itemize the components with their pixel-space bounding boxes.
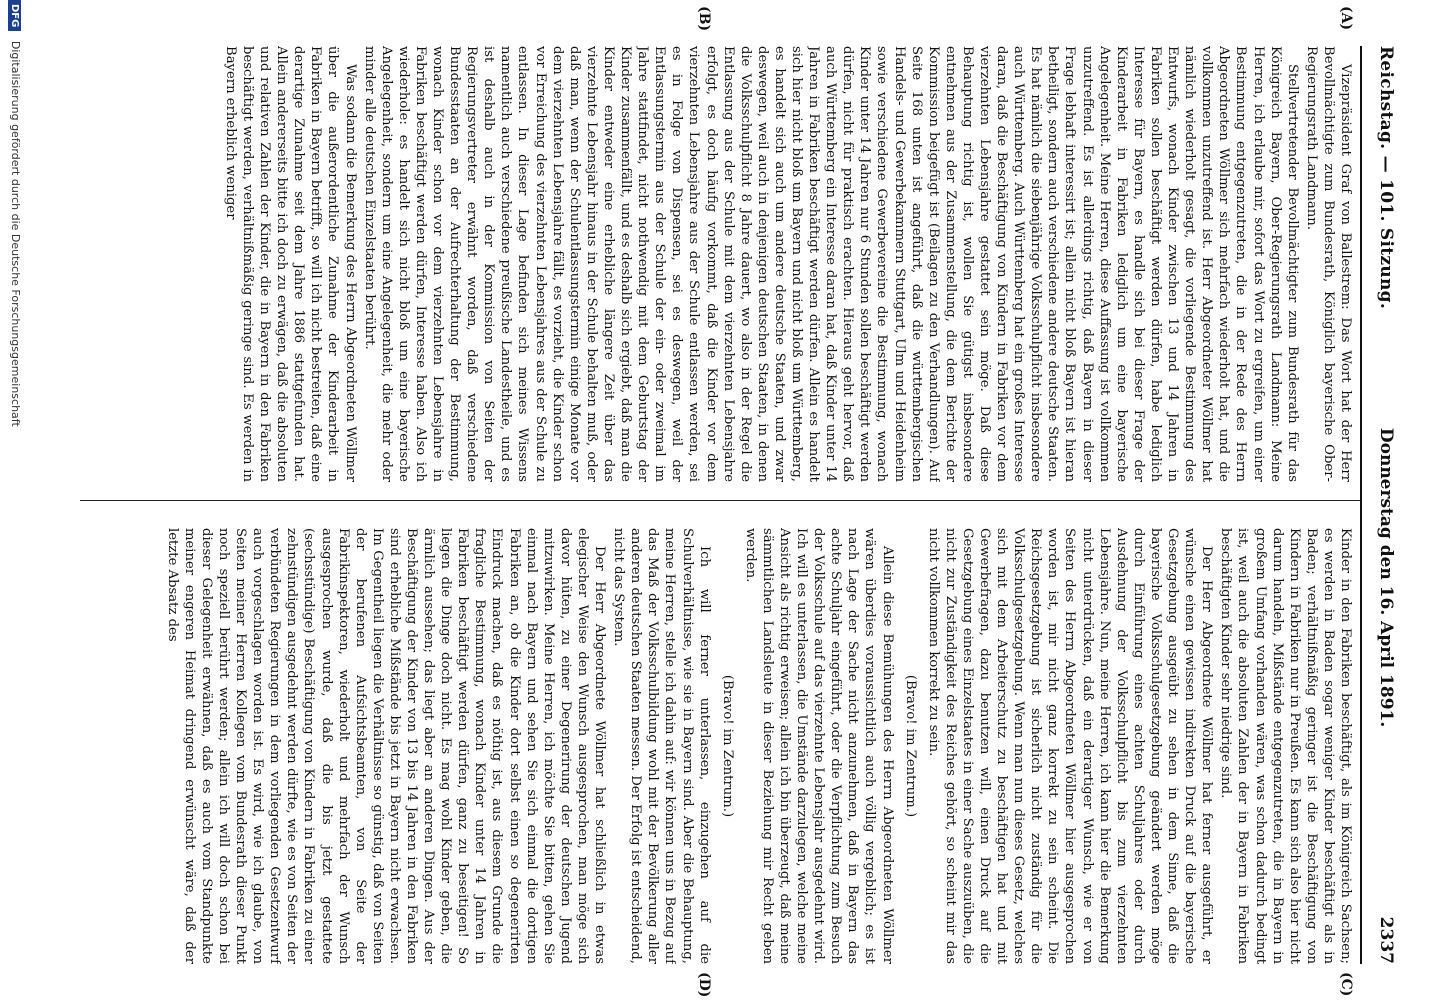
column-divider: [80, 500, 1360, 501]
interjection: (Bravo! im Zentrum.): [902, 674, 918, 818]
text-column-left: [84, 46, 1354, 482]
paragraph: Ich will ferner unterlassen, einzugehen auf die Schulverhältnisse, wie sie in Bayern sind. Aber die Behauptung, meine Herren, stelle ich dahin auf: wir können uns in Bezug auf das Maß der Volksschulbildung wohl mit der Bevölkerung aller anderen deutschen Staaten messen. Der Erfolg ist entscheidend, nicht das System.: [611, 528, 712, 964]
paragraph: Vizepräsident Graf von Ballestrem: Das Wort hat der Herr Bevollmächtigte zum Bundesrath, Königlich bayerische Ober-Regierungsrath Landmann.: [1303, 46, 1353, 482]
paragraph: Stellvertretender Bevollmächtigter zum Bundesrath für das Königreich Bayern, Ober-Regierungsrath Landmann: Meine Herren, ich erlaube mir, sofort das Wort zu ergreifen, um einer Bestimmung entgegenzutreten, die in der Rede des Herrn Abgeordneten Wöllmer sich mehrfach wiederholt hat, und die vollkommen unzutreffend ist. Herr Abgeordneter Wöllmer hat nämlich wiederholt gesagt, die vorliegende Bestimmung des Entwurfs, wonach Kinder zwischen 13 und 14 Jahren in Fabriken sollen beschäftigt werden dürfen, habe lediglich Interesse für Bayern, es handle sich bei dieser Frage der Kinderarbeit in Fabriken lediglich um eine bayerische Angelegenheit. Meine Herren, diese Auffassung ist vollkommen unzutreffend. Es ist allerdings richtig, daß Bayern in dieser Frage lebhaft interessirt ist; allein nicht bloß Bayern ist hieran betheiligt, sondern auch verschiedene andere deutsche Staaten. Es hat nämlich die siebenjährige Volksschulpflicht insbesondere auch Württemberg. Auch Württemberg hat ein großes Interesse daran, daß die Beschäftigung von Kindern in Fabriken vor dem vierzehnten Lebensjahre gestattet sein möge. Daß diese Behauptung richtig ist, wollen Sie gütigst insbesondere entnehmen aus der Zusammenstellung, die dem Berichte der Kommission beigefügt ist (Beilagen zu den Verhandlungen). Auf Seite 168 unten ist angeführt, daß die württembergischen Handels- und Gewerbekammern Stuttgart, Ulm und Heidenheim sowie verschiedene Gewerbevereine die Bestimmung, wonach Kinder unter 14 Jahren nur 6 Stunden sollen beschäftigt werden dürfen, nicht für praktisch erachten. Hieraus geht hervor, daß auch Württemberg ein Interesse daran hat, daß Kinder unter 14 Jahren in Fabriken beschäftigt werden dürfen. Allein es handelt sich hier nicht bloß um Bayern und nicht bloß um Württemberg, es handelt sich auch um andere deutsche Staaten, und zwar deswegen, weil auch in denjenigen deutschen Staaten, in denen die Volksschulpflicht 8 Jahre dauert, wo also in der Regel die Entlassung aus der Schule mit dem vierzehnten Lebensjahre erfolgt, es doch häufig vorkommt, daß die Kinder vor dem vierzehnten Lebensjahre aus der Schule entlassen werden, sei es in Folge von Dispensen, sei es deswegen, weil der Entlassungstermin aus der Schule der ein- oder zweimal im Jahre stattfindet, nicht nothwendig mit dem Geburtstag der Kinder zusammenfällt, und es deshalb sich ergiebt, daß man die Kinder entweder eine erhebliche längere Zeit über das vierzehnte Lebensjahr hinaus in der Schule behalten muß, oder daß man, wenn der Schulentlassungstermin einige Monate vor dem vierzehnten Lebensjahre fällt, es vorzieht, die Kinder schon vor Erreichung des vierzehnten Lebensjahres aus der Schule zu entlassen. In dieser Lage befinden sich meines Wissens namentlich auch verschiedene preußische Landestheile, und es ist deshalb auch in der Kommission von Seiten der Regierungsvertreter erwähnt worden, daß verschiedene Bundesstaaten an der Aufrechterhaltung der Bestimmung, wonach Kinder schon vor dem vierzehnten Lebensjahre in Fabriken beschäftigt werden dürfen, Interesse haben. Also ich wiederhole: es handelt sich nicht bloß um eine bayerische Angelegenheit, sondern um eine Angelegenheit, die mehr oder minder alle deutschen Einzelstaaten berührt.: [361, 46, 1300, 482]
paragraph: Was sodann die Bemerkung des Herrn Abgeordneten Wöllmer über die außerordentliche Zunahme der Kinderarbeit in Fabriken in Bayern betrifft, so will ich nicht bestreiten, daß eine derartige Zunahme seit dem Jahre 1886 stattgefunden hat. Allein andererseits bitte ich doch zu erwägen, daß die absoluten und relativen Zahlen der Kinder, die in Bayern in den Fabriken beschäftigt werden, verhältnißmäßig geringe sind. Es werden in Bayern erheblich weniger: [222, 46, 358, 482]
paragraph: Kinder in den Fabriken beschäftigt, als im Königreich Sachsen; es werden in Baden sogar weniger Kinder beschäftigt als in Baden; verhältnißmäßig geringer ist die Beschäftigung von Kindern in Fabriken nur in Preußen. Es kann sich also hier nicht darum handeln, Mißstände entgegenzutreten, die in Bayern in großem Umfang vorhanden wären, was schon dadurch bedingt ist, weil auch die absoluten Zahlen der in Bayern in Fabriken beschäftigten Kinder sehr niedrige sind.: [1218, 528, 1353, 964]
margin-marker-d: (D): [696, 972, 712, 998]
margin-marker-c: (C): [1338, 972, 1354, 997]
paragraph: Der Herr Abgeordnete Wöllmer hat ferner ausgeführt, er wünsche einen gewissen indirekten Druck auf die bayerische Gesetzgebung ausgeübt zu sehen in dem Sinne, daß die bayerische Volksschulgesetzgebung geändert werden möge durch Einführung eines achten Schuljahres oder durch Ausdehnung der Volksschulpflicht bis zum vierzehnten Lebensjahre. Nun, meine Herren, ich kann hier die Bemerkung nicht unterdrücken, daß ein derartiger Wunsch, wie er von Seiten des Herrn Abgeordneten Wöllmer hier ausgesprochen worden ist, mir nicht ganz korrekt zu sein scheint. Die Reichsgesetzgebung ist sicherlich nicht zuständig für die Volksschulgesetzgebung. Wenn man nun dieses Gesetz, welches sich mit dem Arbeiterschutz zu beschäftigen hat und mit Gewerbefragen, dazu benutzen will, einen Druck auf die Gesetzgebung eines Einzelstaates in einer Sache auszuüben, die nicht zur Zuständigkeit des Reiches gehört, so scheint mir das nicht vollkommen korrekt zu sein.: [925, 528, 1215, 964]
margin-marker-a: (A): [1338, 6, 1354, 31]
interjection: (Bravo! im Zentrum.): [719, 674, 735, 818]
page-number: 2337: [1376, 916, 1396, 964]
paragraph: Der Herr Abgeordnete Wöllmer hat schließlich in etwas elegischer Weise den Wunsch ausgesprochen, man möge sich davor hüten, zu einer Degenerirung der deutschen Jugend mitzuwirken. Meine Herren, ich möchte Sie bitten, gehen Sie einmal nach Bayern und sehen Sie sich einmal die dortigen Fabriken an, ob die Kinder dort selbst einen so degenerirten Eindruck machen, daß es nöthig ist, aus diesem Grunde die fragliche Bestimmung, wonach Kinder unter 14 Jahren in Fabriken beschäftigt werden dürfen, ganz zu beseitigen! So liegen die Dinge doch nicht. Es mag wohl Kinder geben, die ärmlich aussehen; das liegt aber an anderen Dingen. Aus der Beschäftigung der Kinder von 13 bis 14 Jahren in den Fabriken sind erhebliche Mißstände bis jetzt in Bayern nicht erwachsen. Im Gegentheil liegen die Verhältnisse so günstig, daß von Seiten der berufenen Aufsichtsbeamten, von Seite der Fabrikinspektoren, wiederholt und mehrfach der Wunsch ausgesprochen wurde, daß die bis jetzt gestattete (sechsstündige) Beschäftigung von Kindern in Fabriken zu einer zehnstündigen ausgedehnt werden dürfte, wie es von Seiten der verbündeten Regierungen in dem vorliegenden Gesetzentwurf auch vorgeschlagen worden ist. Es wird, wie ich glaube, von Seiten meiner Herren Kollegen vom Bundesrath dieser Punkt noch speziell berührt werden; allein ich will doch schon bei dieser Gelegenheit erwähnen, daß es auch vom Standpunkte meiner engeren Heimat dringend erwünscht wäre, daß der letzte Absatz des: [164, 528, 608, 964]
paragraph: Allein diese Bemühungen des Herrn Abgeordneten Wöllmer wären überdies voraussichtlich auch völlig vergeblich; es ist nach Lage der Sache nicht anzunehmen, daß in Bayern das achte Schuljahr eingeführt, oder die Verpflichtung zum Besuch der Volksschule auf das vierzehnte Lebensjahr ausgedehnt wird. Ich will es unterlassen, die Umstände darzulegen, welche meine Ansicht als richtig erweisen; allein ich bin überzeugt, daß meine sämmtlichen Landsleute in dieser Beziehung mir Recht geben werden.: [742, 528, 895, 964]
header-date-and-page: [1376, 428, 1396, 964]
dfg-logo: DFG: [8, 0, 21, 31]
digitization-credit: [0, 0, 22, 1000]
digitization-credit-text: Digitalisierung gefördert durch die Deutsche Forschungsgemeinschaft: [9, 40, 22, 427]
header-session-title: Reichstag. — 101. Sitzung.: [1376, 46, 1396, 310]
margin-marker-b: (B): [696, 6, 712, 32]
text-column-right: [84, 528, 1354, 964]
header-date: Donnerstag den 16. April 1891.: [1376, 427, 1396, 728]
page-header: [1360, 46, 1404, 964]
